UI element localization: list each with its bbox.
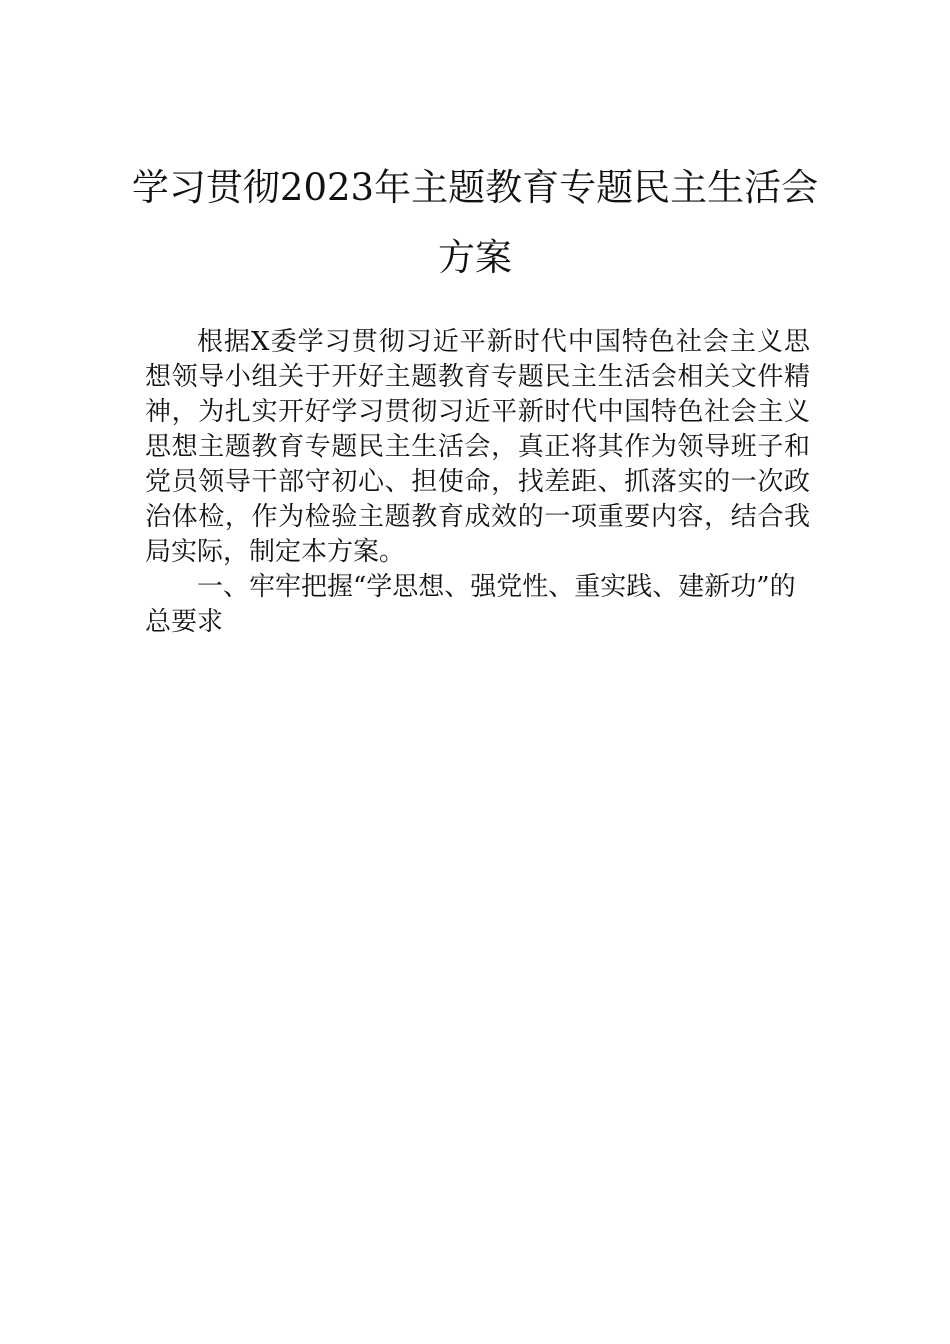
body-paragraph-intro: 根据X委学习贯彻习近平新时代中国特色社会主义思想领导小组关于开好主题教育专题民主生活会相关文件精神，为扎实开好学习贯彻习近平新时代中国特色社会主义思想主题教育专题民主生活会，真正将其作为领导班子和党员领导干部守初心、担使命，找差距、抓落实的一次政治体检，作为检验主题教育成效的一项重要内容，结合我局实际，制定本方案。 — [145, 327, 810, 567]
document-title-line-2: 方案 — [438, 236, 512, 279]
document-title-line-1: 学习贯彻2023年主题教育专题民主生活会 — [131, 166, 819, 209]
section-heading-1: 一、牢牢把握“学思想、强党性、重实践、建新功”的总要求 — [145, 572, 796, 637]
